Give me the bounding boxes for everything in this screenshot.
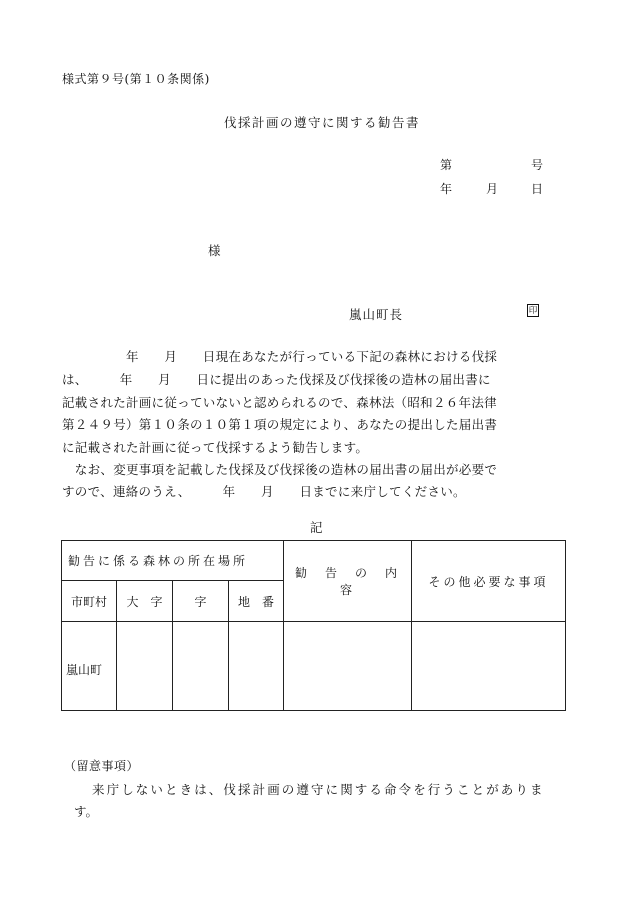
- cell-aza: [173, 622, 229, 711]
- subheader-aza: 字: [173, 581, 229, 622]
- forest-location-table: [61, 540, 566, 711]
- cell-chiban: [229, 622, 284, 711]
- notes-line-1: 来庁しないときは、伐採計画の遵守に関する命令を行うことがありま: [92, 782, 545, 797]
- body-line-2: は、 年 月 日に提出のあった伐採及び伐採後の造林の届出書に: [62, 372, 491, 387]
- body-line-1: 年 月 日現在あなたが行っている下記の森林における伐採: [62, 349, 498, 364]
- body-line-5: に記載された計画に従って伐採するよう勧告します。: [62, 440, 369, 455]
- body-line-6: なお、変更事項を記載した伐採及び伐採後の造林の届出書の届出が必要で: [62, 462, 498, 477]
- subheader-chiban: 地 番: [229, 581, 284, 622]
- header-other: その他必要な事項: [412, 541, 566, 622]
- body-line-3: 記載された計画に従っていないと認められるので、森林法（昭和２６年法律: [62, 395, 497, 410]
- body-line-7: すので、連絡のうえ、 年 月 日までに来庁してください。: [62, 484, 466, 499]
- issuer-name: 嵐山町長: [349, 307, 404, 322]
- notes-title: （留意事項）: [64, 759, 140, 773]
- form-number: 様式第９号(第１０条関係): [62, 72, 210, 86]
- ki-heading: 記: [310, 520, 323, 535]
- table-row: [62, 622, 566, 711]
- cell-oaza: [117, 622, 173, 711]
- date-year-label: 年: [440, 182, 453, 196]
- document-title: 伐採計画の遵守に関する勧告書: [224, 115, 421, 130]
- notes-line-2: す。: [74, 804, 99, 819]
- date-day-label: 日: [531, 182, 544, 196]
- header-content: 勧 告 の 内 容: [284, 541, 412, 622]
- doc-number-prefix: 第: [440, 158, 453, 172]
- subheader-oaza: 大 字: [117, 581, 173, 622]
- header-location: 勧告に係る森林の所在場所: [62, 541, 284, 581]
- cell-content: [284, 622, 412, 711]
- subheader-municipality: 市町村: [62, 581, 117, 622]
- cell-municipality: 嵐山町: [62, 622, 117, 711]
- cell-other: [412, 622, 566, 711]
- doc-number-suffix: 号: [531, 158, 544, 172]
- addressee-suffix: 様: [208, 243, 221, 258]
- body-line-4: 第２４９号）第１０条の１０第１項の規定により、あなたの提出した届出書: [62, 417, 498, 432]
- seal-mark-icon: 印: [528, 306, 538, 316]
- date-month-label: 月: [486, 182, 499, 196]
